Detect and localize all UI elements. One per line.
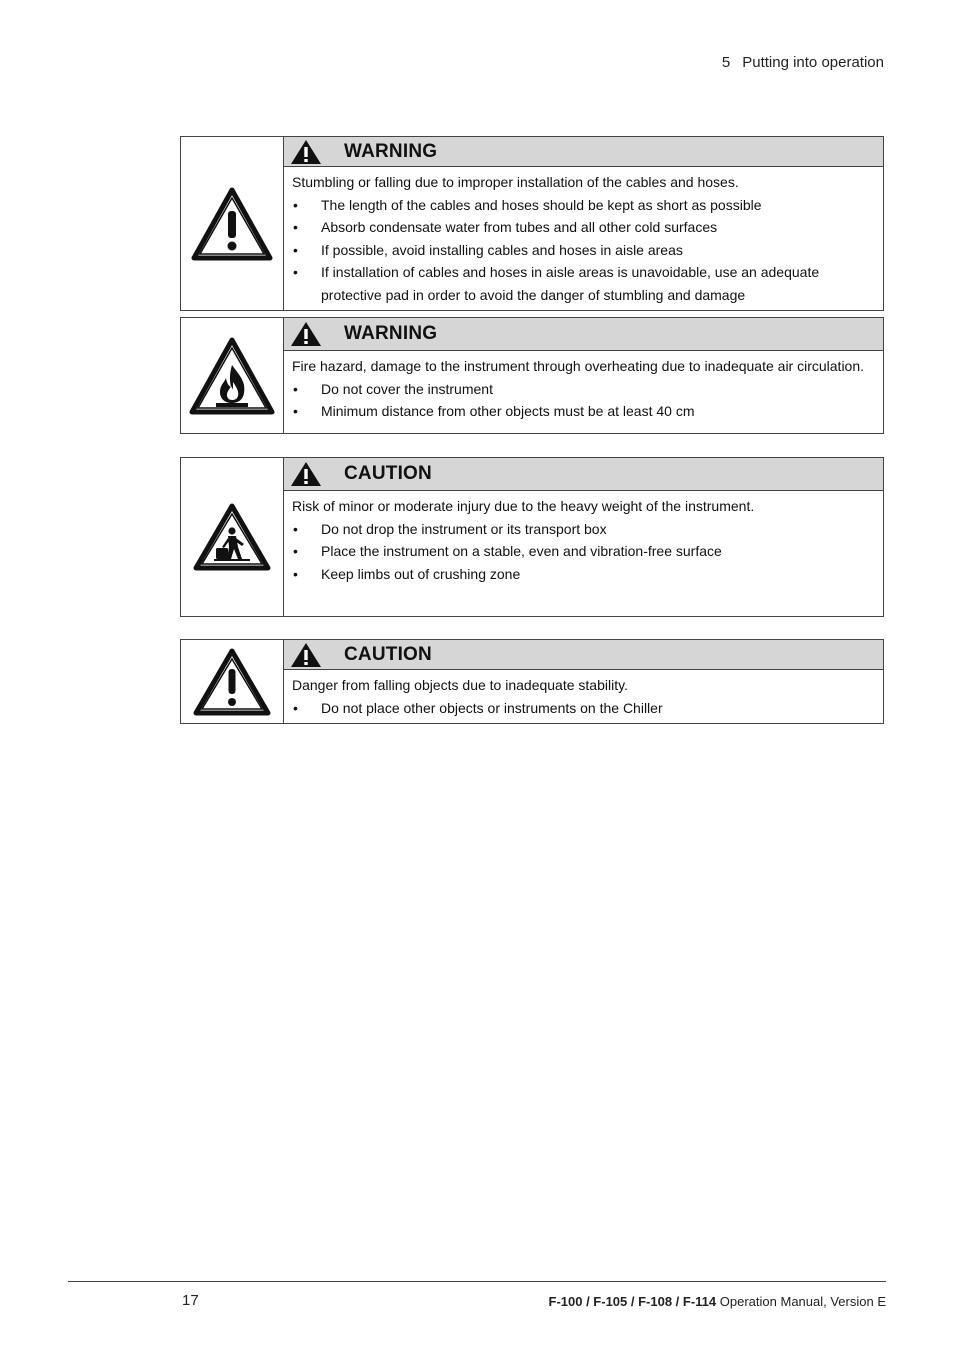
general-warning-icon: [191, 187, 273, 261]
warning-notice-fire: [180, 317, 884, 434]
footer-divider: [68, 1281, 886, 1282]
signal-word: WARNING: [344, 323, 438, 344]
hazard-description: Stumbling or falling due to improper installation of the cables and hoses.: [292, 174, 739, 190]
symbol-cell: [181, 137, 284, 310]
list-item: • Do not cover the instrument: [292, 378, 875, 401]
signal-word: CAUTION: [344, 463, 432, 484]
document-identifier: [549, 1294, 886, 1309]
symbol-cell: [181, 640, 284, 723]
notice-header: [284, 137, 883, 167]
hazard-description: Danger from falling objects due to inadequate stability.: [292, 677, 628, 693]
symbol-cell: [181, 318, 284, 433]
warning-triangle-icon: [290, 321, 322, 347]
general-warning-icon: [193, 648, 271, 716]
running-header: [722, 54, 884, 71]
caution-notice-weight: [180, 457, 884, 617]
hazard-description: Risk of minor or moderate injury due to the heavy weight of the instrument.: [292, 498, 755, 514]
list-item: • Absorb condensate water from tubes and all other cold surfaces: [292, 216, 875, 239]
signal-word: WARNING: [344, 140, 438, 162]
list-item: • Keep limbs out of crushing zone: [292, 563, 875, 586]
list-item: • Place the instrument on a stable, even and vibration-free surface: [292, 540, 875, 563]
caution-notice-stability: [180, 639, 884, 724]
list-item: • Minimum distance from other objects must be at least 40 cm: [292, 400, 875, 423]
list-item: • Do not place other objects or instruments on the Chiller: [292, 697, 875, 720]
heavy-load-icon: [193, 503, 271, 571]
document-title: Operation Manual, Version E: [719, 1294, 886, 1309]
section-number: 5: [721, 54, 731, 71]
warning-notice-cables: [180, 136, 884, 311]
model-list: F-100 / F-105 / F-108 / F-114: [548, 1294, 717, 1309]
warning-triangle-icon: [290, 461, 322, 487]
measures-list: [292, 697, 875, 720]
page-number: 17: [182, 1292, 199, 1309]
measures-list: [292, 518, 875, 586]
signal-word: CAUTION: [344, 643, 432, 665]
list-item: • If possible, avoid installing cables and hoses in aisle areas: [292, 239, 875, 262]
symbol-cell: [181, 458, 284, 616]
notice-header: [284, 640, 883, 670]
list-item: • If installation of cables and hoses in aisle areas is unavoidable, use an adequate protective pad in order to avoid the danger of stumbling and damage: [292, 261, 875, 306]
hazard-description: Fire hazard, damage to the instrument through overheating due to inadequate air circulation.: [292, 358, 865, 374]
notice-header: [284, 458, 883, 491]
list-item: • The length of the cables and hoses should be kept as short as possible: [292, 194, 875, 217]
warning-triangle-icon: [290, 139, 322, 165]
notice-header: [284, 318, 883, 351]
measures-list: [292, 194, 875, 307]
warning-triangle-icon: [290, 642, 322, 668]
flammable-icon: [189, 337, 275, 415]
list-item: • Do not drop the instrument or its transport box: [292, 518, 875, 541]
measures-list: [292, 378, 875, 423]
section-title: Putting into operation: [742, 54, 884, 71]
